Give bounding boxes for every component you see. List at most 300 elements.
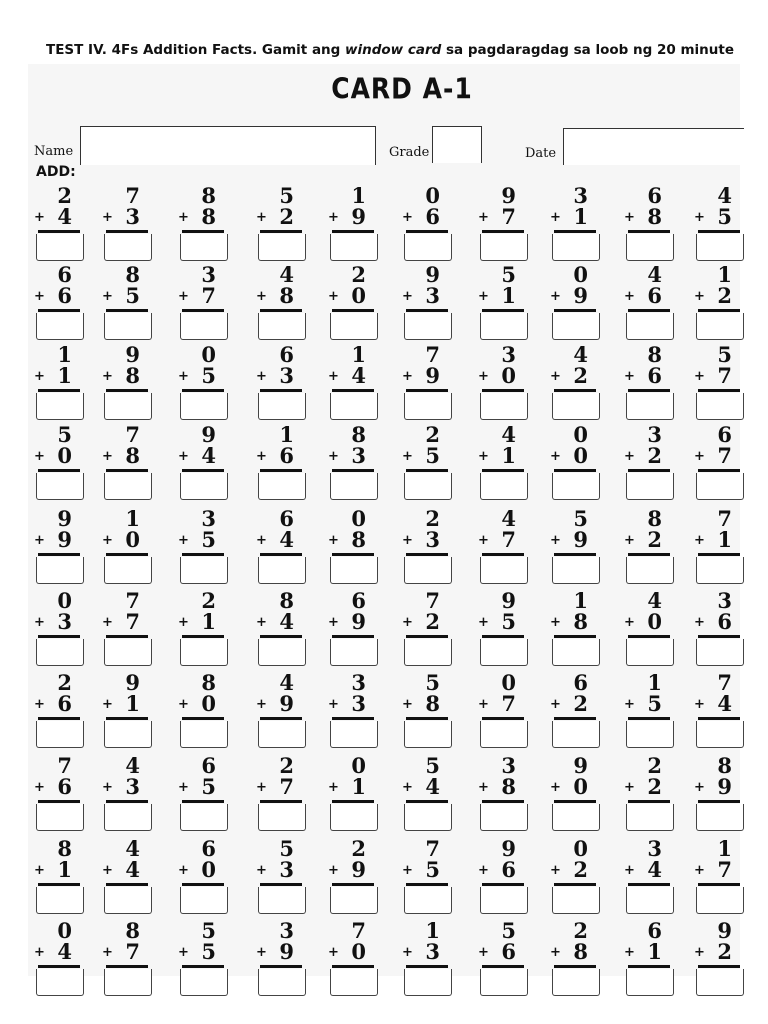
answer-window[interactable]: [330, 557, 378, 584]
answer-window[interactable]: [480, 639, 528, 666]
sum-rule: [38, 800, 80, 803]
answer-window[interactable]: [480, 969, 528, 996]
addend-bottom: 2: [717, 939, 732, 964]
answer-window[interactable]: [626, 969, 674, 996]
plus-sign: +: [550, 210, 561, 225]
sum-rule: [406, 389, 448, 392]
answer-window[interactable]: [258, 313, 306, 340]
answer-window[interactable]: [480, 313, 528, 340]
answer-window[interactable]: [180, 804, 228, 831]
plus-sign: +: [328, 289, 339, 304]
addend-top: 7: [425, 588, 440, 613]
plus-sign: +: [694, 863, 705, 878]
answer-window[interactable]: [404, 887, 452, 914]
plus-sign: +: [624, 863, 635, 878]
addend-top: 0: [425, 183, 440, 208]
sum-rule: [260, 469, 302, 472]
addend-top: 9: [125, 342, 140, 367]
addition-problem: [258, 590, 302, 668]
sum-rule: [332, 883, 374, 886]
plus-sign: +: [256, 863, 267, 878]
answer-window[interactable]: [626, 313, 674, 340]
addend-top: 8: [717, 753, 732, 778]
addend-top: 0: [351, 753, 366, 778]
answer-window[interactable]: [404, 473, 452, 500]
answer-window[interactable]: [404, 721, 452, 748]
plus-sign: +: [34, 369, 45, 384]
answer-window[interactable]: [258, 473, 306, 500]
answer-window[interactable]: [552, 393, 600, 420]
addend-top: 3: [201, 506, 216, 531]
addend-bottom: 2: [425, 609, 440, 634]
addition-problem: [330, 838, 374, 916]
addend-bottom: 7: [717, 363, 732, 388]
sum-rule: [482, 965, 524, 968]
addition-problem: [330, 590, 374, 668]
answer-window[interactable]: [696, 804, 744, 831]
answer-window[interactable]: [696, 721, 744, 748]
sum-rule: [554, 309, 596, 312]
addition-problem: [180, 344, 224, 422]
answer-window[interactable]: [104, 473, 152, 500]
plus-sign: +: [178, 369, 189, 384]
answer-window[interactable]: [696, 313, 744, 340]
answer-window[interactable]: [36, 313, 84, 340]
answer-window[interactable]: [180, 721, 228, 748]
answer-window[interactable]: [180, 969, 228, 996]
addend-top: 3: [573, 183, 588, 208]
addend-top: 0: [573, 836, 588, 861]
answer-window[interactable]: [104, 639, 152, 666]
answer-window[interactable]: [626, 887, 674, 914]
answer-window[interactable]: [258, 393, 306, 420]
addition-problem: [180, 424, 224, 502]
plus-sign: +: [478, 863, 489, 878]
addend-top: 4: [125, 836, 140, 861]
addend-bottom: 6: [501, 939, 516, 964]
answer-window[interactable]: [180, 393, 228, 420]
addend-top: 6: [647, 918, 662, 943]
addition-problem: [480, 755, 524, 833]
sum-rule: [332, 230, 374, 233]
answer-window[interactable]: [552, 804, 600, 831]
answer-window[interactable]: [180, 557, 228, 584]
answer-window[interactable]: [696, 473, 744, 500]
addition-problem: [104, 755, 148, 833]
plus-sign: +: [34, 945, 45, 960]
addend-top: 0: [201, 342, 216, 367]
sum-rule: [406, 469, 448, 472]
answer-window[interactable]: [36, 473, 84, 500]
plus-sign: +: [328, 449, 339, 464]
plus-sign: +: [624, 369, 635, 384]
addend-bottom: 8: [201, 204, 216, 229]
addend-bottom: 5: [201, 774, 216, 799]
addend-top: 1: [279, 422, 294, 447]
sum-rule: [332, 717, 374, 720]
addition-problem: [696, 920, 740, 998]
add-label: ADD:: [36, 164, 76, 180]
plus-sign: +: [478, 615, 489, 630]
answer-window[interactable]: [552, 887, 600, 914]
answer-window[interactable]: [480, 887, 528, 914]
instruction-emphasis: window card: [345, 42, 442, 58]
answer-window[interactable]: [258, 887, 306, 914]
addition-problem: [258, 424, 302, 502]
addend-bottom: 7: [125, 609, 140, 634]
addition-problem: [552, 672, 596, 750]
addend-top: 3: [717, 588, 732, 613]
addend-top: 6: [201, 836, 216, 861]
addend-top: 9: [573, 753, 588, 778]
plus-sign: +: [624, 697, 635, 712]
addition-problem: [104, 185, 148, 263]
addition-problem: [552, 755, 596, 833]
plus-sign: +: [478, 945, 489, 960]
answer-window[interactable]: [330, 639, 378, 666]
answer-window[interactable]: [180, 473, 228, 500]
plus-sign: +: [478, 210, 489, 225]
addition-problem: [626, 755, 670, 833]
addition-problem: [552, 424, 596, 502]
answer-window[interactable]: [696, 639, 744, 666]
plus-sign: +: [328, 697, 339, 712]
answer-window[interactable]: [36, 557, 84, 584]
answer-window[interactable]: [330, 969, 378, 996]
addition-problem: [104, 264, 148, 342]
addition-problem: [258, 508, 302, 586]
addend-bottom: 3: [425, 527, 440, 552]
plus-sign: +: [102, 533, 113, 548]
addition-problem: [104, 920, 148, 998]
answer-window[interactable]: [696, 234, 744, 261]
addition-problem: [36, 264, 80, 342]
addend-top: 5: [501, 918, 516, 943]
answer-window[interactable]: [180, 234, 228, 261]
sum-rule: [332, 635, 374, 638]
addition-problem: [404, 264, 448, 342]
addend-bottom: 2: [279, 204, 294, 229]
addend-bottom: 6: [647, 363, 662, 388]
plus-sign: +: [550, 449, 561, 464]
answer-window[interactable]: [104, 969, 152, 996]
answer-window[interactable]: [104, 887, 152, 914]
plus-sign: +: [256, 533, 267, 548]
sum-rule: [38, 309, 80, 312]
sum-rule: [554, 230, 596, 233]
addend-top: 2: [425, 422, 440, 447]
plus-sign: +: [478, 780, 489, 795]
addend-bottom: 6: [425, 204, 440, 229]
addend-bottom: 0: [501, 363, 516, 388]
addend-bottom: 3: [425, 939, 440, 964]
answer-window[interactable]: [626, 639, 674, 666]
answer-window[interactable]: [36, 969, 84, 996]
name-label: Name: [34, 144, 74, 159]
addend-bottom: 3: [125, 774, 140, 799]
addend-top: 2: [201, 588, 216, 613]
answer-window[interactable]: [180, 639, 228, 666]
answer-window[interactable]: [104, 393, 152, 420]
addend-bottom: 0: [201, 857, 216, 882]
answer-window[interactable]: [404, 393, 452, 420]
answer-window[interactable]: [36, 234, 84, 261]
answer-window[interactable]: [552, 969, 600, 996]
sum-rule: [482, 309, 524, 312]
answer-window[interactable]: [626, 721, 674, 748]
answer-window[interactable]: [180, 313, 228, 340]
addend-bottom: 8: [279, 283, 294, 308]
answer-window[interactable]: [480, 804, 528, 831]
sum-rule: [182, 553, 224, 556]
answer-window[interactable]: [258, 804, 306, 831]
addend-top: 8: [201, 183, 216, 208]
addition-problem: [480, 424, 524, 502]
plus-sign: +: [34, 533, 45, 548]
sum-rule: [698, 883, 740, 886]
addend-bottom: 3: [425, 283, 440, 308]
answer-window[interactable]: [330, 804, 378, 831]
sum-rule: [106, 635, 148, 638]
addend-top: 2: [57, 183, 72, 208]
plus-sign: +: [328, 369, 339, 384]
plus-sign: +: [328, 210, 339, 225]
plus-sign: +: [694, 289, 705, 304]
answer-window[interactable]: [330, 234, 378, 261]
addition-problem: [696, 185, 740, 263]
plus-sign: +: [256, 369, 267, 384]
plus-sign: +: [402, 289, 413, 304]
plus-sign: +: [694, 780, 705, 795]
addend-top: 0: [501, 670, 516, 695]
plus-sign: +: [550, 863, 561, 878]
answer-window[interactable]: [36, 639, 84, 666]
addend-top: 9: [717, 918, 732, 943]
addition-problem: [626, 838, 670, 916]
addition-problem: [626, 185, 670, 263]
sum-rule: [554, 389, 596, 392]
plus-sign: +: [478, 289, 489, 304]
plus-sign: +: [550, 945, 561, 960]
answer-window[interactable]: [626, 234, 674, 261]
answer-window[interactable]: [696, 557, 744, 584]
answer-window[interactable]: [696, 969, 744, 996]
addend-top: 8: [647, 506, 662, 531]
plus-sign: +: [256, 945, 267, 960]
answer-window[interactable]: [258, 969, 306, 996]
answer-window[interactable]: [330, 313, 378, 340]
plus-sign: +: [402, 369, 413, 384]
sum-rule: [332, 389, 374, 392]
addend-bottom: 9: [573, 527, 588, 552]
sum-rule: [106, 717, 148, 720]
addend-bottom: 1: [501, 443, 516, 468]
sum-rule: [406, 965, 448, 968]
answer-window[interactable]: [404, 639, 452, 666]
addend-top: 6: [279, 506, 294, 531]
answer-window[interactable]: [404, 313, 452, 340]
addend-top: 0: [351, 506, 366, 531]
answer-window[interactable]: [626, 557, 674, 584]
sum-rule: [406, 635, 448, 638]
addition-problem: [480, 508, 524, 586]
answer-window[interactable]: [480, 234, 528, 261]
addition-problem: [696, 755, 740, 833]
addend-bottom: 8: [125, 443, 140, 468]
addition-problem: [480, 672, 524, 750]
answer-window[interactable]: [696, 393, 744, 420]
sum-rule: [38, 469, 80, 472]
answer-window[interactable]: [552, 313, 600, 340]
sum-rule: [628, 800, 670, 803]
addend-bottom: 4: [425, 774, 440, 799]
plus-sign: +: [478, 369, 489, 384]
addend-top: 2: [279, 753, 294, 778]
answer-window[interactable]: [36, 804, 84, 831]
answer-window[interactable]: [626, 393, 674, 420]
sum-rule: [332, 309, 374, 312]
addend-top: 7: [125, 588, 140, 613]
answer-window[interactable]: [258, 234, 306, 261]
addend-bottom: 6: [57, 774, 72, 799]
sum-rule: [482, 800, 524, 803]
sum-rule: [482, 230, 524, 233]
answer-window[interactable]: [330, 393, 378, 420]
addend-top: 7: [351, 918, 366, 943]
addition-problem: [404, 508, 448, 586]
answer-window[interactable]: [104, 804, 152, 831]
plus-sign: +: [256, 615, 267, 630]
addend-bottom: 9: [717, 774, 732, 799]
addend-bottom: 2: [647, 443, 662, 468]
answer-window[interactable]: [404, 804, 452, 831]
addition-problem: [180, 264, 224, 342]
answer-window[interactable]: [480, 721, 528, 748]
sum-rule: [260, 717, 302, 720]
answer-window[interactable]: [696, 887, 744, 914]
answer-window[interactable]: [36, 721, 84, 748]
addition-problem: [480, 264, 524, 342]
answer-window[interactable]: [258, 557, 306, 584]
sum-rule: [628, 469, 670, 472]
plus-sign: +: [550, 289, 561, 304]
plus-sign: +: [256, 697, 267, 712]
addition-problem: [36, 755, 80, 833]
addition-problem: [36, 590, 80, 668]
plus-sign: +: [694, 945, 705, 960]
addend-bottom: 7: [501, 527, 516, 552]
answer-window[interactable]: [330, 887, 378, 914]
addition-problem: [104, 590, 148, 668]
addend-bottom: 9: [351, 609, 366, 634]
sum-rule: [406, 230, 448, 233]
addend-top: 3: [501, 753, 516, 778]
addend-bottom: 9: [279, 691, 294, 716]
addend-bottom: 6: [57, 283, 72, 308]
sum-rule: [628, 309, 670, 312]
addend-top: 4: [501, 506, 516, 531]
addend-bottom: 3: [351, 691, 366, 716]
answer-window[interactable]: [104, 313, 152, 340]
answer-window[interactable]: [104, 721, 152, 748]
addend-bottom: 9: [351, 857, 366, 882]
addition-problem: [36, 920, 80, 998]
name-field[interactable]: [80, 126, 376, 165]
addend-bottom: 4: [647, 857, 662, 882]
plus-sign: +: [102, 780, 113, 795]
answer-window[interactable]: [180, 887, 228, 914]
answer-window[interactable]: [404, 557, 452, 584]
answer-window[interactable]: [404, 969, 452, 996]
addition-problem: [696, 264, 740, 342]
answer-window[interactable]: [104, 557, 152, 584]
answer-window[interactable]: [480, 473, 528, 500]
addend-bottom: 3: [279, 857, 294, 882]
answer-window[interactable]: [258, 639, 306, 666]
answer-window[interactable]: [626, 804, 674, 831]
answer-window[interactable]: [552, 557, 600, 584]
plus-sign: +: [402, 615, 413, 630]
sum-rule: [38, 230, 80, 233]
answer-window[interactable]: [36, 887, 84, 914]
grade-field[interactable]: [432, 126, 482, 163]
answer-window[interactable]: [480, 557, 528, 584]
addition-problem: [258, 920, 302, 998]
answer-window[interactable]: [552, 721, 600, 748]
plus-sign: +: [102, 210, 113, 225]
addition-problem: [480, 838, 524, 916]
addend-bottom: 5: [717, 204, 732, 229]
plus-sign: +: [178, 697, 189, 712]
answer-window[interactable]: [552, 639, 600, 666]
answer-window[interactable]: [36, 393, 84, 420]
addend-top: 3: [279, 918, 294, 943]
addend-top: 6: [57, 262, 72, 287]
addend-top: 9: [201, 422, 216, 447]
addition-problem: [36, 344, 80, 422]
plus-sign: +: [178, 533, 189, 548]
date-field[interactable]: [563, 128, 744, 165]
addend-top: 1: [647, 670, 662, 695]
answer-window[interactable]: [104, 234, 152, 261]
answer-window[interactable]: [258, 721, 306, 748]
plus-sign: +: [694, 533, 705, 548]
answer-window[interactable]: [480, 393, 528, 420]
sum-rule: [260, 635, 302, 638]
addition-problem: [480, 185, 524, 263]
addend-top: 9: [501, 836, 516, 861]
plus-sign: +: [624, 210, 635, 225]
answer-window[interactable]: [552, 473, 600, 500]
sum-rule: [332, 553, 374, 556]
sum-rule: [698, 965, 740, 968]
answer-window[interactable]: [330, 473, 378, 500]
answer-window[interactable]: [626, 473, 674, 500]
sum-rule: [628, 965, 670, 968]
addition-problem: [104, 838, 148, 916]
answer-window[interactable]: [552, 234, 600, 261]
answer-window[interactable]: [404, 234, 452, 261]
addend-bottom: 4: [125, 857, 140, 882]
addend-bottom: 3: [57, 609, 72, 634]
addend-top: 4: [647, 588, 662, 613]
plus-sign: +: [328, 533, 339, 548]
addition-problem: [180, 920, 224, 998]
addend-bottom: 9: [573, 283, 588, 308]
addition-problem: [626, 508, 670, 586]
answer-window[interactable]: [330, 721, 378, 748]
addition-problem: [330, 424, 374, 502]
